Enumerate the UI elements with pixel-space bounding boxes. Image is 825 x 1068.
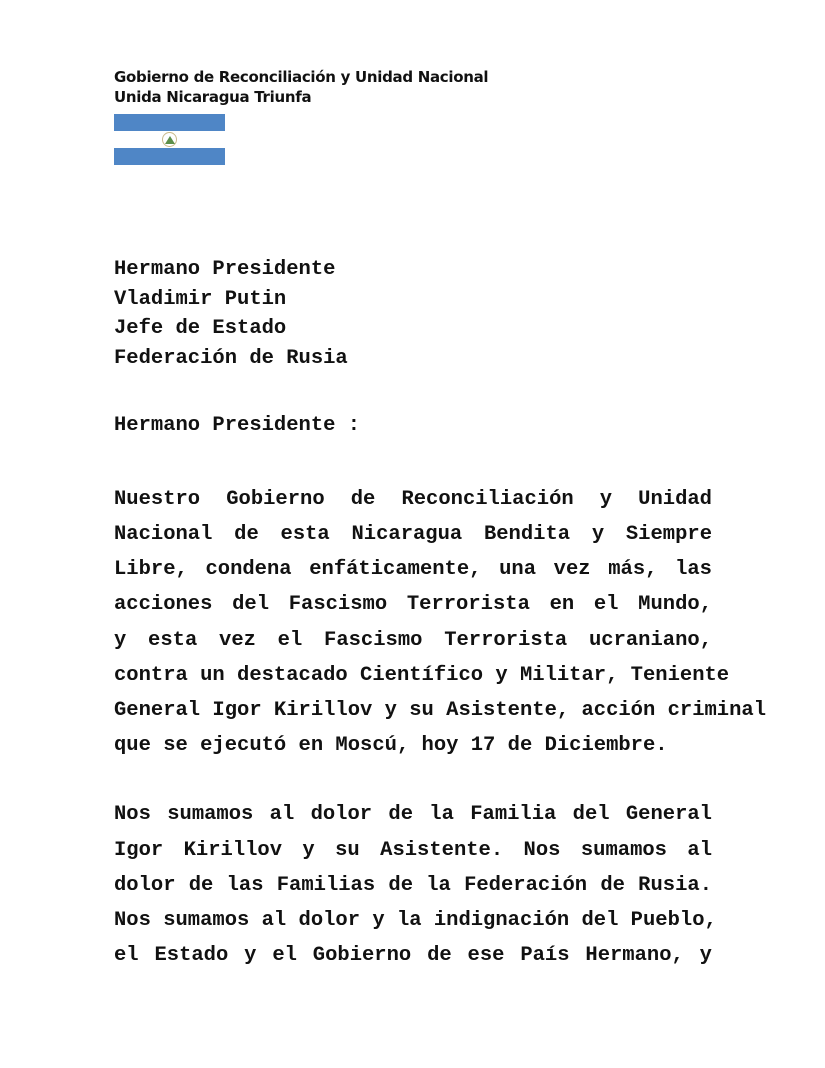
flag-bottom-stripe xyxy=(114,148,225,165)
paragraph-line: General Igor Kirillov y su Asistente, acción criminal xyxy=(114,699,767,723)
address-line: Hermano Presidente xyxy=(114,258,336,281)
paragraph-line: Nos sumamos al dolor y la indignación del Pueblo, xyxy=(114,909,717,933)
letterhead xyxy=(114,67,488,107)
paragraph-line: y esta vez el Fascismo Terrorista ucraniano, xyxy=(114,628,712,652)
address-line: Vladimir Putin xyxy=(114,287,287,311)
letterhead-line-2: Unida Nicaragua Triunfa xyxy=(114,88,312,106)
flag-top-stripe xyxy=(114,114,225,131)
paragraph-line: Nacional de esta Nicaragua Bendita y Siempre xyxy=(114,523,712,547)
paragraph-line: el Estado y el Gobierno de ese País Hermano, y xyxy=(114,944,712,968)
nicaragua-flag-icon xyxy=(114,114,225,165)
paragraph-1 xyxy=(114,482,767,764)
flag-middle-stripe xyxy=(114,131,225,148)
paragraph-line: acciones del Fascismo Terrorista en el Mundo, xyxy=(114,593,712,617)
recipient-address xyxy=(114,255,712,374)
paragraph-line: Nos sumamos al dolor de la Familia del General xyxy=(114,803,712,827)
address-line: Jefe de Estado xyxy=(114,317,287,341)
paragraph-2 xyxy=(114,797,717,973)
address-line: Federación de Rusia xyxy=(114,347,348,371)
paragraph-line: Igor Kirillov y su Asistente. Nos sumamos al xyxy=(114,838,712,862)
coat-of-arms-icon xyxy=(162,132,177,147)
paragraph-line: Nuestro Gobierno de Reconciliación y Unidad xyxy=(114,487,712,511)
paragraph-line: contra un destacado Científico y Militar, Teniente xyxy=(114,663,730,687)
letter-body xyxy=(114,255,767,973)
paragraph-line: Libre, condena enfáticamente, una vez más, las xyxy=(114,558,712,582)
paragraph-line: dolor de las Familias de la Federación de Rusia. xyxy=(114,873,712,897)
letterhead-line-1: Gobierno de Reconciliación y Unidad Nacional xyxy=(114,68,489,86)
paragraph-line: que se ejecutó en Moscú, hoy 17 de Diciembre. xyxy=(114,734,668,758)
salutation: Hermano Presidente : xyxy=(114,413,361,437)
